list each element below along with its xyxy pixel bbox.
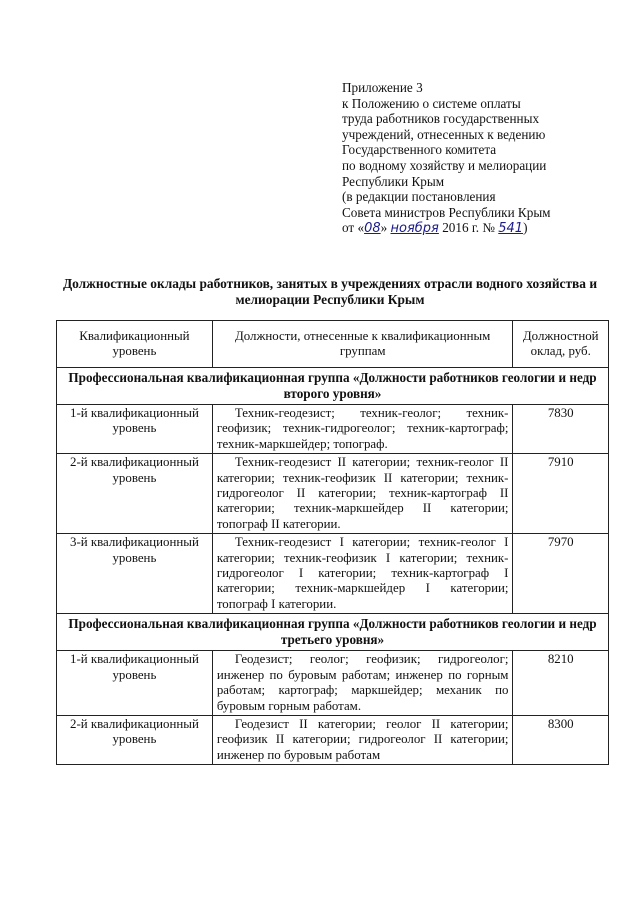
annex-line: Приложение 3 bbox=[342, 80, 423, 95]
header-positions: Должности, отнесенные к квалификационным группам bbox=[212, 321, 513, 368]
row-level: 1-й квалификационный уровень bbox=[57, 651, 213, 716]
row-positions: Техник-геодезист; техник-геолог; техник-геофизик; техник-гидрогеолог; техник-картограф; техник-маркшейдер; топограф. bbox=[212, 405, 513, 454]
group-row bbox=[57, 368, 609, 405]
header-level: Квалификационный уровень bbox=[57, 321, 213, 368]
date-sep: » bbox=[380, 220, 388, 236]
table-row bbox=[57, 715, 609, 764]
date-year: 2016 г. № bbox=[442, 220, 495, 236]
table-header-row bbox=[57, 321, 609, 368]
salary-table bbox=[56, 320, 609, 765]
annex-line: Совета министров Республики Крым bbox=[342, 204, 551, 220]
date-prefix: от « bbox=[342, 220, 365, 236]
annex-line: Республики Крым bbox=[342, 173, 445, 189]
row-positions: Геодезист II категории; геолог II категории; геофизик II категории; гидрогеолог II категории; инженер по буровым работам bbox=[212, 715, 513, 764]
row-positions: Геодезист; геолог; геофизик; гидрогеолог; инженер по буровым работам; инженер по горным работам; картограф; маркшейдер; механик по буровым горным работам. bbox=[212, 651, 513, 716]
document-title: Должностные оклады работников, занятых в учреждениях отрасли водного хозяйства и мелиорации Республики Крым bbox=[62, 276, 598, 307]
row-positions: Техник-геодезист II категории; техник-геолог II категории; техник-геофизик II категории; техник-гидрогеолог II категории; техник-картограф II категории; техник-маркшейдер II категории; топограф II категории. bbox=[212, 454, 513, 534]
header-salary: Должностной оклад, руб. bbox=[513, 321, 609, 368]
row-level: 2-й квалификационный уровень bbox=[57, 454, 213, 534]
decree-number-handwritten: 541 bbox=[498, 221, 524, 237]
date-day-handwritten: 08 bbox=[364, 221, 381, 237]
annex-line: (в редакции постановления bbox=[342, 189, 496, 205]
table-row bbox=[57, 454, 609, 534]
row-positions: Техник-геодезист I категории; техник-геолог I категории; техник-геофизик I категории; техник-гидрогеолог I категории; техник-картограф I категории; техник-маркшейдер I категории; топограф I категории. bbox=[212, 534, 513, 614]
group-title: Профессиональная квалификационная группа «Должности работников геологии и недр третьего уровня» bbox=[57, 614, 609, 651]
annex-line: по водному хозяйству и мелиорации bbox=[342, 157, 547, 173]
row-salary: 7910 bbox=[513, 454, 609, 534]
row-salary: 7970 bbox=[513, 534, 609, 614]
table-row bbox=[57, 534, 609, 614]
table-row bbox=[57, 405, 609, 454]
row-salary: 8210 bbox=[513, 651, 609, 716]
table-row bbox=[57, 651, 609, 716]
row-salary: 7830 bbox=[513, 405, 609, 454]
annex-line: учреждений, отнесенных к ведению bbox=[342, 126, 546, 142]
annex-date-line: от «08» ноября 2016 г. № 541) bbox=[342, 220, 528, 237]
group-title: Профессиональная квалификационная группа «Должности работников геологии и недр второго уровня» bbox=[57, 368, 609, 405]
annex-line: труда работников государственных bbox=[342, 111, 540, 127]
annex-block bbox=[342, 80, 551, 237]
row-salary: 8300 bbox=[513, 715, 609, 764]
group-row bbox=[57, 614, 609, 651]
annex-line: Государственного комитета bbox=[342, 142, 497, 158]
date-month-handwritten: ноября bbox=[390, 221, 439, 237]
row-level: 1-й квалификационный уровень bbox=[57, 405, 213, 454]
row-level: 3-й квалификационный уровень bbox=[57, 534, 213, 614]
row-level: 2-й квалификационный уровень bbox=[57, 715, 213, 764]
annex-line: к Положению о системе оплаты bbox=[342, 95, 521, 111]
